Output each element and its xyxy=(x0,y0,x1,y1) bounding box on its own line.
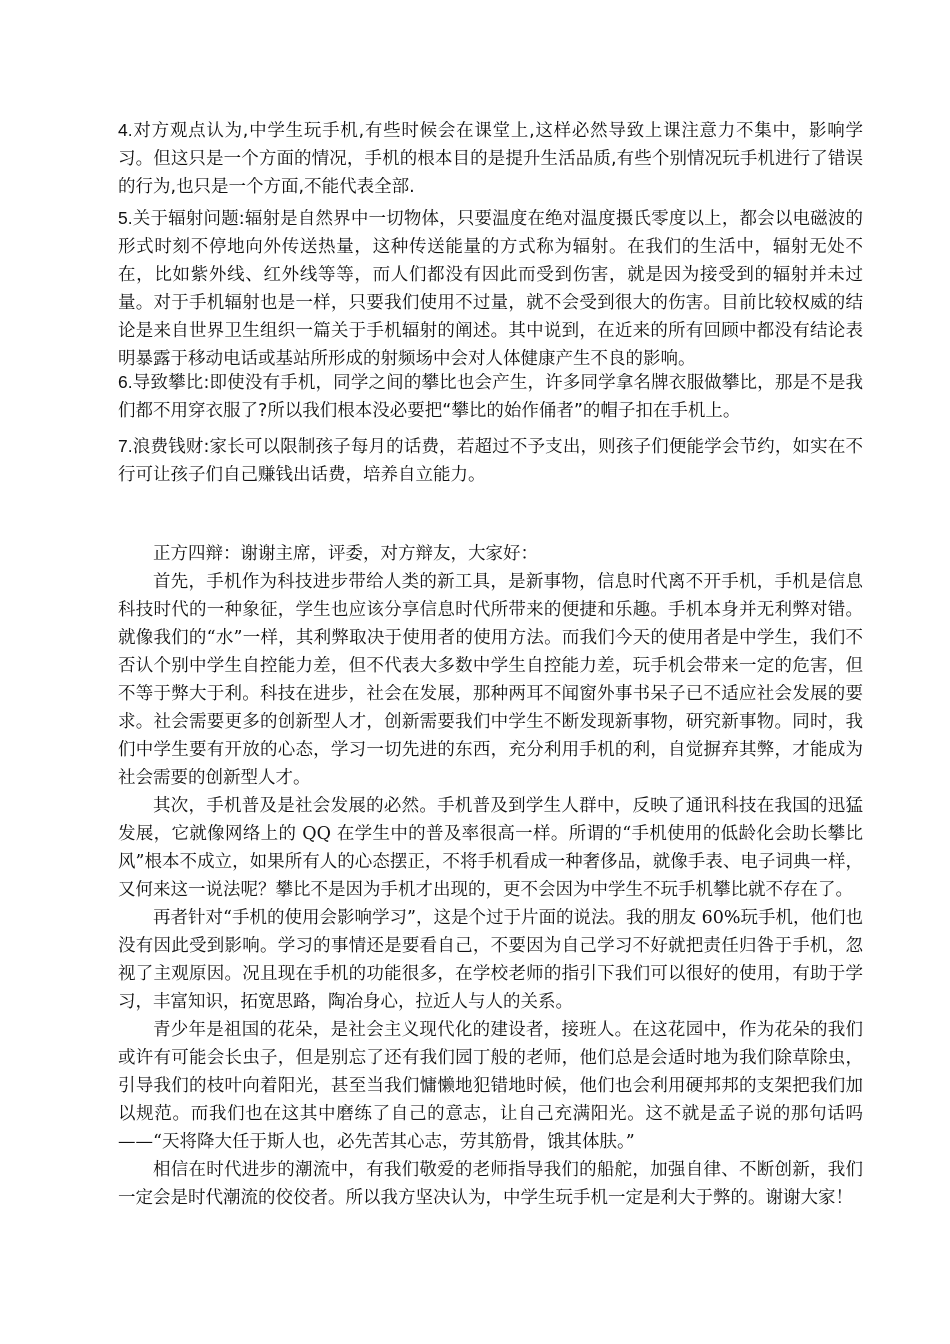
point-text: 导致攀比:即使没有手机，同学之间的攀比也会产生，许多同学拿名牌衣服做攀比，那是不是我们都不用穿衣服了?所以我们根本没必要把“攀比的始作俑者”的帽子扣在手机上。 xyxy=(118,373,863,421)
speech-paragraph: 相信在时代进步的潮流中，有我们敬爱的老师指导我们的船舵，加强自律、不断创新，我们一定会是时代潮流的佼佼者。所以我方坚决认为，中学生玩手机一定是利大于弊的。谢谢大家！ xyxy=(118,1160,863,1208)
point-number: 5. xyxy=(118,208,133,228)
point-number: 7. xyxy=(118,436,133,456)
speech-opening: 正方四辩：谢谢主席，评委，对方辩友，大家好： xyxy=(153,544,538,564)
fourth-debater-speech xyxy=(118,540,863,1212)
speech-paragraph: 再者针对“手机的使用会影响学习”，这是个过于片面的说法。我的朋友 60%玩手机，他们也没有因此受到影响。学习的事情还是要看自己，不要因为自己学习不好就把责任归咎于手机，忽视了主观原因。况且现在手机的功能很多，在学校老师的指引下我们可以很好的使用，有助于学习，丰富知识，拓宽思路，陶冶身心，拉近人与人的关系。 xyxy=(118,908,863,1012)
speech-paragraph: 青少年是祖国的花朵，是社会主义现代化的建设者，接班人。在这花园中，作为花朵的我们或许有可能会长虫子，但是别忘了还有我们园丁般的老师，他们总是会适时地为我们除草除虫，引导我们的枝叶向着阳光，甚至当我们慵懒地犯错地时候，他们也会利用硬邦邦的支架把我们加以规范。而我们也在这其中磨练了自己的意志，让自己充满阳光。这不就是孟子说的那句话吗——“天将降大任于斯人也，必先苦其心志，劳其筋骨，饿其体肤。” xyxy=(118,1020,863,1152)
point-7 xyxy=(118,432,863,489)
point-number: 4. xyxy=(118,120,133,140)
point-6 xyxy=(118,368,863,425)
point-text: 浪费钱财:家长可以限制孩子每月的话费，若超过不予支出，则孩子们便能学会节约，如实在不行可让孩子们自己赚钱出话费，培养自立能力。 xyxy=(118,437,863,485)
point-text: 对方观点认为,中学生玩手机,有些时候会在课堂上,这样必然导致上课注意力不集中，影响学习。但这只是一个方面的情况，手机的根本目的是提升生活品质,有些个别情况玩手机进行了错误的行为,也只是一个方面,不能代表全部. xyxy=(118,121,863,197)
speech-paragraph: 其次，手机普及是社会发展的必然。手机普及到学生人群中，反映了通讯科技在我国的迅猛发展，它就像网络上的 QQ 在学生中的普及率很高一样。所谓的“手机使用的低龄化会助长攀比风”根本不成立，如果所有人的心态摆正，不将手机看成一种奢侈品，就像手表、电子词典一样，又何来这一说法呢？攀比不是因为手机才出现的，更不会因为中学生不玩手机攀比就不存在了。 xyxy=(118,796,863,900)
speech-paragraph: 首先，手机作为科技进步带给人类的新工具，是新事物，信息时代离不开手机，手机是信息科技时代的一种象征，学生也应该分享信息时代所带来的便捷和乐趣。手机本身并无利弊对错。就像我们的“水”一样，其利弊取决于使用者的使用方法。而我们今天的使用者是中学生，我们不否认个别中学生自控能力差，但不代表大多数中学生自控能力差，玩手机会带来一定的危害，但不等于弊大于利。科技在进步，社会在发展，那种两耳不闻窗外事书呆子已不适应社会发展的要求。社会需要更多的创新型人才，创新需要我们中学生不断发现新事物，研究新事物。同时，我们中学生要有开放的心态，学习一切先进的东西，充分利用手机的利，自觉摒弃其弊，才能成为社会需要的创新型人才。 xyxy=(118,572,863,788)
point-text: 关于辐射问题:辐射是自然界中一切物体，只要温度在绝对温度摄氏零度以上，都会以电磁波的形式时刻不停地向外传送热量，这种传送能量的方式称为辐射。在我们的生活中，辐射无处不在，比如紫外线、红外线等等，而人们都没有因此而受到伤害，就是因为接受到的辐射并未过量。对于手机辐射也是一样，只要我们使用不过量，就不会受到很大的伤害。目前比较权威的结论是来自世界卫生组织一篇关于手机辐射的阐述。其中说到，在近来的所有回顾中都没有结论表明暴露于移动电话或基站所形成的射频场中会对人体健康产生不良的影响。 xyxy=(118,209,863,369)
point-4 xyxy=(118,116,863,201)
point-5 xyxy=(118,204,863,373)
point-number: 6. xyxy=(118,372,133,392)
